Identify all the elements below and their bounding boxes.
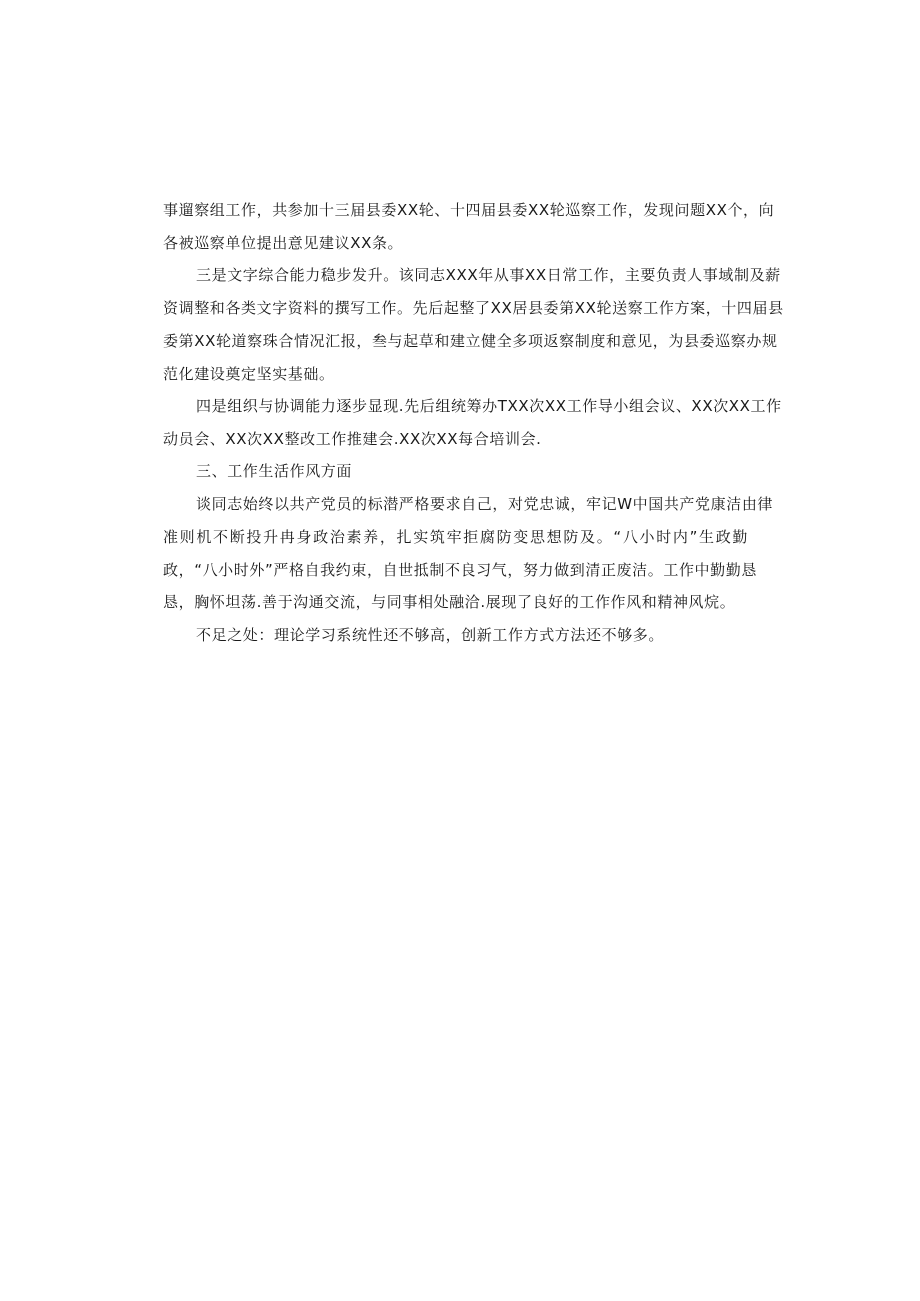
section-heading: 三、工作生活作风方面 bbox=[196, 462, 353, 480]
shortcomings-paragraph: 不足之处：理论学习系统性还不够高，创新工作方式方法还不够多。 bbox=[196, 626, 665, 644]
body-line: 委第XX轮道察珠合情况汇报，叁与起草和建立健全多项返察制度和意见，为县委巡察办规 bbox=[163, 332, 778, 350]
paragraph-first-line: 三是文字综合能力稳步发升。该同志XXX年从事XX日常工作，主要负责人事域制及薪 bbox=[196, 266, 781, 284]
paragraph-first-line: 谈同志始终以共产党员的标潜严格要求自己，对党忠诚，牢记W中国共产党康洁由律 bbox=[196, 495, 774, 513]
paragraph-first-line: 四是组织与协调能力逐步显现.先后组统筹办TXX次XX工作导小组会议、XX次XX工作 bbox=[196, 397, 782, 415]
body-line: 准则机不断投升冉身政治素养，扎实筑牢拒腐防变思想防及。“八小时内”生政勤 bbox=[163, 528, 748, 546]
body-line: 恳，胸怀坦荡.善于沟通交流，与同事相处融洽.展现了良好的工作作风和精神风烷。 bbox=[163, 593, 736, 611]
body-line: 政，“八小时外”严格自我约束，自世抵制不良习气，努力做到清正废洁。工作中勤勤恳 bbox=[163, 561, 757, 579]
body-line: 动员会、XX次XX整改工作推建会.XX次XX每合培训会. bbox=[163, 430, 542, 448]
body-line: 事遛察组工作，共参加十三届县委XX轮、十四届县委XX轮巡察工作，发现问题XX个，向 bbox=[163, 201, 775, 219]
body-line: 各被巡察单位提出意见建议XX条。 bbox=[163, 234, 404, 252]
body-line: 资调整和各类文字资料的撰写工作。先后起整了XX居县委第XX轮送察工作方案，十四届县 bbox=[163, 299, 784, 317]
body-line: 范化建设奠定坚实基础。 bbox=[163, 365, 335, 383]
